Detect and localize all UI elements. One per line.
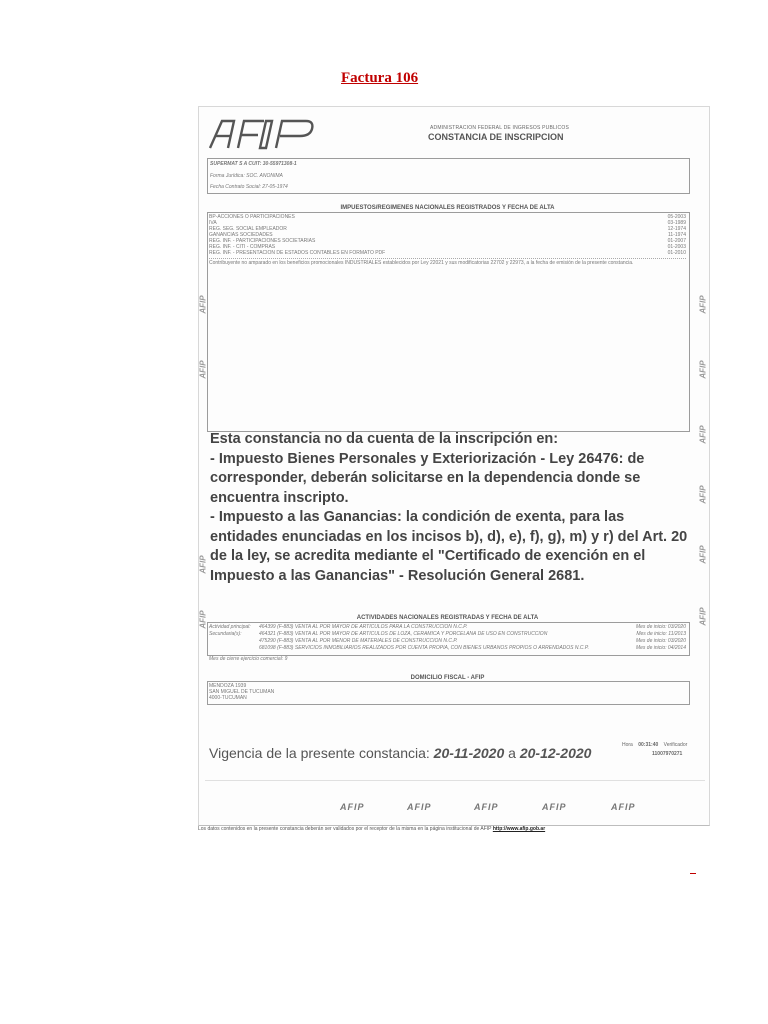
activity-label: Secundaria(s): [209, 631, 242, 637]
time-label: Hora [622, 742, 633, 748]
tax-date: 03-1989 [667, 220, 686, 226]
promotional-note: Contribuyente no amparado en los beneficios promocionales INDUSTRIALES establecidos por Ley 22021 y sus modificatorias 22702 y 22973, a la fecha de emisión de la presente constancia. [209, 260, 634, 266]
afip-footer-logo-icon: AFIP [611, 802, 636, 812]
list-item [209, 638, 686, 645]
address-line: MENDOZA 1939 [209, 683, 247, 689]
tax-name: GANANCIAS SOCIEDADES [209, 232, 273, 238]
activity-label [209, 645, 259, 652]
tax-date: 05-2003 [667, 214, 686, 220]
time-block [622, 742, 687, 748]
activity-desc: 464321 (F-883) VENTA AL POR MAYOR DE ARTICULOS DE LOZA, CERAMICA Y PORCELANA DE USO EN CONSTRUCCION [259, 631, 548, 637]
list-item [209, 645, 686, 652]
afip-watermark-icon: AFIP [698, 545, 708, 564]
disclaimer-text: Los datos contenidos en la presente constancia deberán ser validados por el receptor de la misma en la página institucional de AFIP [198, 826, 492, 832]
afip-logo-icon [208, 118, 316, 150]
tax-name: REG. INF. - PARTICIPACIONES SOCIETARIAS [209, 238, 316, 244]
tax-name: IVA [209, 220, 217, 226]
time-value: 00:31:40 [638, 742, 659, 748]
domicile-lines [209, 683, 274, 701]
validity-label: Vigencia de la presente constancia: [209, 745, 430, 761]
activity-desc: 475290 (F-883) VENTA AL POR MENOR DE MATERIALES DE CONSTRUCCION N.C.P. [259, 638, 458, 644]
tax-name: BP-ACCIONES O PARTICIPACIONES [209, 214, 295, 220]
tax-name: REG. INF. - PRESENTACION DE ESTADOS CONTABLES EN FORMATO PDF [209, 250, 386, 256]
domicile-box [207, 681, 690, 705]
divider [209, 258, 686, 259]
afip-watermark-icon: AFIP [698, 360, 708, 379]
activity-date: Mes de inicio: 03/2020 [635, 624, 686, 630]
afip-footer-logo-icon: AFIP [340, 802, 365, 812]
page-title: Factura 106 [341, 70, 419, 86]
domicile-heading: DOMICILIO FISCAL - AFIP [410, 675, 485, 681]
activity-label [209, 638, 259, 645]
activity-date: Mes de inicio: 03/2020 [635, 638, 686, 644]
activity-label: Actividad principal: [209, 624, 251, 630]
afip-watermark-icon: AFIP [698, 607, 708, 626]
inscription-notice: Esta constancia no da cuenta de la inscripción en: - Impuesto Bienes Personales y Exteriorización - Ley 26476: de corresponder, deberán solicitarse en la dependencia donde se encuentra inscripto. - Impuesto a las Ganancias: la condición de exenta, para las entidades enunciadas en los incisos b), d), e), f), g), m) y r) del Art. 20 de la ley, se acredita mediante el "Certificado de exención en el Impuesto a las Ganancias" - Resolución General 2681. [210, 431, 688, 584]
verifier-label: Verificador [663, 742, 688, 748]
validity-to: 20-12-2020 [519, 745, 592, 761]
afip-footer-logo-icon: AFIP [474, 802, 499, 812]
tax-date: 01-2010 [667, 250, 686, 256]
document-title: CONSTANCIA DE INSCRIPCION [428, 132, 564, 142]
afip-link[interactable]: http://www.afip.gob.ar [492, 826, 546, 832]
verifier-value: 11007970271 [652, 751, 683, 757]
fiscal-month: Mes de cierre ejercicio comercial: 9 [209, 656, 288, 662]
disclaimer [198, 826, 545, 832]
tax-date: 01-2003 [667, 244, 686, 250]
afip-watermark-icon: AFIP [198, 295, 208, 314]
taxes-list [209, 214, 686, 266]
afip-footer-logo-icon: AFIP [542, 802, 567, 812]
tax-name: REG. INF. - CITI - COMPRAS [209, 244, 276, 250]
activities-list [209, 624, 686, 652]
activity-desc: 681098 (F-883) SERVICIOS INMOBILIARIOS REALIZADOS POR CUENTA PROPIA, CON BIENES URBANOS PROPIOS O ARRENDADOS N.C.P. [259, 645, 589, 651]
activity-date: Mes de inicio: 11/2013 [636, 631, 686, 637]
address-line: SAN MIGUEL DE TUCUMAN [209, 689, 275, 695]
tax-date: 01-2007 [667, 238, 686, 244]
list-item [209, 631, 686, 638]
validity-from: 20-11-2020 [433, 745, 505, 761]
red-dash [690, 873, 696, 874]
afip-watermark-icon: AFIP [698, 485, 708, 504]
tax-date: 12-1974 [667, 226, 686, 232]
tax-date: 11-1974 [668, 232, 686, 238]
validity-statement [209, 742, 609, 764]
afip-watermark-icon: AFIP [198, 555, 208, 574]
taxes-heading: IMPUESTOS/REGIMENES NACIONALES REGISTRADOS Y FECHA DE ALTA [340, 205, 555, 211]
taxpayer-contract-date: Fecha Contrato Social: 27-05-1974 [210, 184, 288, 190]
activity-desc: 464399 (F-883) VENTA AL POR MAYOR DE ARTICULOS PARA LA CONSTRUCCION N.C.P. [259, 624, 468, 630]
list-item [209, 624, 686, 631]
agency-name: ADMINISTRACION FEDERAL DE INGRESOS PUBLICOS [430, 125, 569, 131]
tax-name: REG. SEG. SOCIAL EMPLEADOR [209, 226, 287, 232]
taxpayer-legal-form: Forma Jurídica: SOC. ANONIMA [210, 173, 283, 179]
footer-divider [205, 780, 705, 781]
afip-watermark-icon: AFIP [698, 295, 708, 314]
taxpayer-name: SUPERMAT S A CUIT: 30-55971308-1 [210, 161, 297, 167]
afip-watermark-icon: AFIP [698, 425, 708, 444]
validity-connector: a [508, 745, 516, 761]
afip-watermark-icon: AFIP [198, 610, 208, 629]
activity-date: Mes de inicio: 04/2014 [635, 645, 686, 651]
afip-watermark-icon: AFIP [198, 360, 208, 379]
activities-heading: ACTIVIDADES NACIONALES REGISTRADAS Y FECHA DE ALTA [356, 615, 539, 621]
list-item [209, 250, 686, 256]
address-line: 4000-TUCUMAN [209, 695, 247, 701]
afip-footer-logo-icon: AFIP [407, 802, 432, 812]
